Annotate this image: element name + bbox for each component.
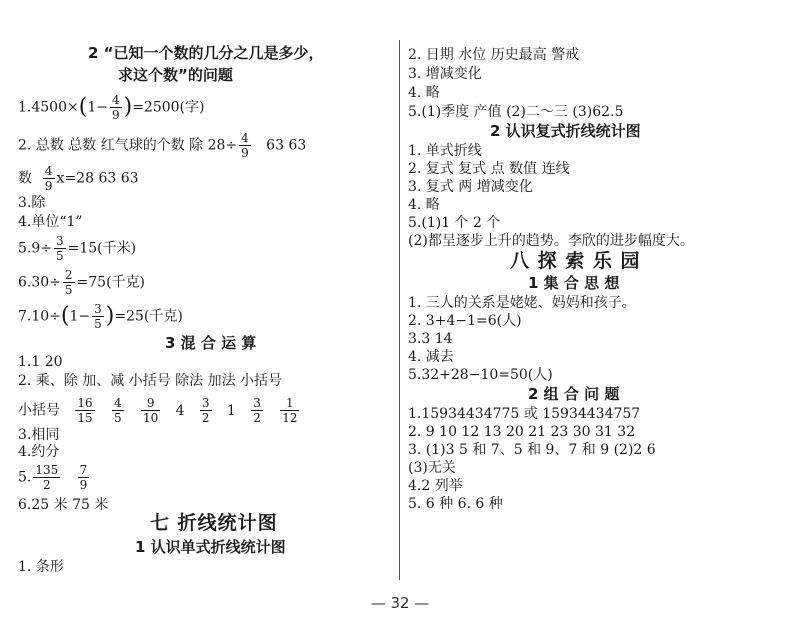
answer-text: 63 63 xyxy=(266,137,307,154)
answer-text: x=28 63 63 xyxy=(56,170,139,187)
answer-line: 1. 条形 xyxy=(18,559,64,575)
answer-text: 4 xyxy=(175,402,185,419)
answer-line: 2. 复式 复式 点 数值 连线 xyxy=(408,161,570,177)
answer-text: 1− xyxy=(87,99,108,116)
answer-text: 小括号 xyxy=(18,402,60,419)
fraction: $\frac{135}{2}$ xyxy=(35,463,59,492)
answer-line: 4. 略 xyxy=(408,85,440,101)
fraction: $\frac{9}{10}$ xyxy=(143,396,159,425)
answer-line: 4.约分 xyxy=(18,444,60,460)
fraction: $\frac{4}{9}$ xyxy=(241,131,249,160)
answer-line: 1. 三人的关系是姥姥、妈妈和孩子。 xyxy=(408,295,636,311)
answer-line: 4. 略 xyxy=(408,197,440,213)
answer-line: 5.32+28−10=50(人) xyxy=(408,367,553,383)
answer-text: 1− xyxy=(69,308,91,325)
answer-text: 6.30÷ xyxy=(18,274,61,291)
answer-line xyxy=(18,164,139,193)
answer-line xyxy=(18,93,204,122)
fraction: $\frac{1}{12}$ xyxy=(282,396,298,425)
section-title-8-2: 2 组 合 问 题 xyxy=(528,385,620,403)
fraction: $\frac{16}{15}$ xyxy=(77,396,93,425)
fraction: $\frac{3}{2}$ xyxy=(253,396,261,425)
answer-text: 5.9÷ xyxy=(18,240,52,257)
chapter-title-8: 八 探 索 乐 园 xyxy=(510,250,641,272)
answer-text: 数 xyxy=(18,170,32,187)
fraction: $\frac{4}{5}$ xyxy=(114,396,122,425)
answer-text: 7.10÷ xyxy=(18,308,61,325)
answer-line xyxy=(18,268,145,297)
answer-line xyxy=(18,396,301,425)
answer-line: 2. 3+4−1=6(人) xyxy=(408,313,522,329)
answer-line xyxy=(18,302,183,331)
answer-line: 4. 减去 xyxy=(408,349,454,365)
answer-line: (2)都呈逐步上升的趋势。李欣的进步幅度大。 xyxy=(408,233,694,249)
section-title-2: 2 “已知一个数的几分之几是多少， xyxy=(88,44,324,62)
answer-text: 5. xyxy=(18,469,32,486)
answer-line: 1. 单式折线 xyxy=(408,143,482,159)
column-divider xyxy=(399,40,400,580)
chapter-title-7: 七 折线统计图 xyxy=(150,512,278,534)
answer-line: 2. 乘、除 加、减 小括号 除法 加法 小括号 xyxy=(18,373,283,389)
answer-line xyxy=(18,463,91,492)
fraction: $\frac{7}{9}$ xyxy=(79,463,88,492)
section-title-3: 3 混 合 运 算 xyxy=(165,334,257,352)
answer-line: 3.3 14 xyxy=(408,331,453,347)
section-title-8-1: 1 集 合 思 想 xyxy=(528,274,620,292)
answer-line: (3)无关 xyxy=(408,460,456,476)
paren-open: ( xyxy=(60,303,70,329)
answer-line: 3. 增减变化 xyxy=(408,66,482,82)
answer-line xyxy=(18,234,136,263)
paren-close: ) xyxy=(123,94,133,120)
answer-text: =2500(字) xyxy=(132,99,205,116)
answer-text: 2. 总数 总数 红气球的个数 除 28÷ xyxy=(18,137,238,154)
fraction: $\frac{3}{5}$ xyxy=(94,302,102,331)
answer-line: 3.除 xyxy=(18,195,46,211)
answer-text: 1 xyxy=(226,402,236,419)
section-title-2-line2: 求这个数”的问题 xyxy=(118,66,233,84)
answer-line xyxy=(18,131,306,160)
answer-line: 5.(1)季度 产值 (2)二～三 (3)62.5 xyxy=(408,104,624,120)
answer-line: 5. 6 种 6. 6 种 xyxy=(408,496,503,512)
answer-line: 3. 复式 两 增减变化 xyxy=(408,179,533,195)
answer-line: 2. 日期 水位 历史最高 警戒 xyxy=(408,47,580,63)
page-number: — 32 — xyxy=(370,594,430,612)
answer-line: 5.(1)1 个 2 个 xyxy=(408,215,501,231)
answer-line: 4.2 列举 xyxy=(408,478,463,494)
fraction: $\frac{3}{2}$ xyxy=(201,396,210,425)
answer-line: 1.1 20 xyxy=(18,354,63,370)
answer-text: =75(千克) xyxy=(76,274,146,291)
section-title-7-2: 2 认识复式折线统计图 xyxy=(490,122,641,140)
paren-open: ( xyxy=(78,94,88,120)
answer-text: =25(千克) xyxy=(114,308,183,325)
answer-line: 3.相同 xyxy=(18,427,60,443)
answer-line: 3. (1)3 5 和 7、5 和 9、7 和 9 (2)2 6 xyxy=(408,442,656,458)
answer-line: 4.单位“1” xyxy=(18,214,83,230)
fraction: $\frac{4}{9}$ xyxy=(44,164,53,193)
answer-line: 2. 9 10 12 13 20 21 23 30 31 32 xyxy=(408,424,636,440)
section-title-7-1: 1 认识单式折线统计图 xyxy=(135,538,286,556)
answer-line: 6.25 米 75 米 xyxy=(18,497,109,513)
answer-text: 1.4500× xyxy=(18,99,79,116)
paren-close: ) xyxy=(105,303,115,329)
fraction: $\frac{3}{5}$ xyxy=(56,234,64,263)
fraction: $\frac{2}{5}$ xyxy=(64,268,73,297)
answer-text: =15(千米) xyxy=(67,240,137,257)
fraction: $\frac{4}{9}$ xyxy=(111,93,120,122)
answer-line: 1.15934434775 或 15934434757 xyxy=(408,406,641,422)
